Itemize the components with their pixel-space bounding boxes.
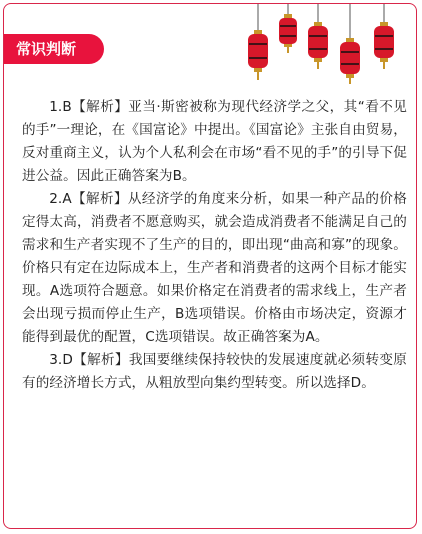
lantern bbox=[340, 4, 360, 84]
lantern bbox=[308, 4, 328, 69]
lantern bbox=[279, 4, 297, 53]
hanging-lanterns-icon bbox=[244, 4, 404, 84]
lantern bbox=[374, 4, 394, 69]
answer-explanations bbox=[22, 96, 407, 395]
answer-paragraph-3: 3.D【解析】我国要继续保持较快的发展速度就必须转变原有的经济增长方式，从粗放型向集约型转变。所以选择D。 bbox=[22, 352, 407, 391]
answer-paragraph-1: 1.B【解析】亚当·斯密被称为现代经济学之父，其“看不见的手”一理论，在《国富论》中提出。《国富论》主张自由贸易，反对重商主义，认为个人私利会在市场“看不见的手”的引导下促进公益。因此正确答案为B。 bbox=[22, 99, 407, 184]
answer-card bbox=[3, 3, 417, 529]
answer-paragraph-2: 2.A【解析】从经济学的角度来分析，如果一种产品的价格定得太高，消费者不愿意购买，就会造成消费者不能满足自己的需求和生产者实现不了生产的目的，即出现“曲高和寡”的现象。价格只有定在边际成本上，生产者和消费者的这两个目标才能实现。A选项符合题意。如果价格定在消费者的需求线上，生产者会出现亏损而停止生产，B选项错误。价格由市场决定，资源才能得到最优的配置，C选项错误。故正确答案为A。 bbox=[22, 191, 407, 345]
lantern bbox=[248, 4, 268, 80]
section-tag: 常识判断 bbox=[4, 34, 104, 64]
